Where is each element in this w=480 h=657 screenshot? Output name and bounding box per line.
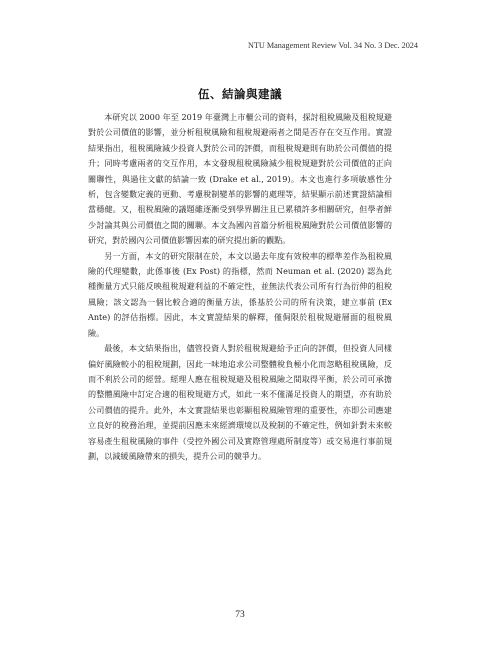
body-text (88, 110, 392, 464)
section-title: 伍、結論與建議 (198, 87, 282, 101)
page-number: 73 (235, 610, 245, 620)
paragraph: 本研究以 2000 年至 2019 年臺灣上市櫃公司的資料，探討租稅風險及租稅規避對於公司價值的影響，並分析租稅風險和租稅規避兩者之間是否存在交互作用。實證結果指出，租稅風險減少投資人對於公司的評價，而租稅規避則有助於公司價值的提升；同時考慮兩者的交互作用，本文發現租稅風險減少租稅規避對於公司價值的正向關聯性，與過往文獻的結論一致 (Drake et al., 2019)。本文也進行多項敏感性分析，包含變數定義的更動、考慮稅制變革的影響的處理等，結果顯示前述實證結論相當穩健。又，租稅風險的議題雖逐漸受到學界關注且已累積許多相關研究，但學者鮮少討論其與公司價值之間的關聯。本文為國內首篇分析租稅風險對於公司價值影響的研究，對於國內公司價值影響因素的研究提出新的觀點。 (88, 112, 392, 246)
paragraph: 另一方面，本文的研究限制在於，本文以過去年度有效稅率的標準差作為租稅風險的代理變數，此係事後 (Ex Post) 的指標，然而 Neuman et al. (2020) 認為此種衡量方式只能反映租稅規避利益的不確定性，並無法代表公司所有行為衍伸的租稅風險；該文認為一個比較合適的衡量方法，係基於公司的所有決策，建立事前 (Ex Ante) 的評估指標。因此，本文實證結果的解釋，僅侷限於租稅規避層面的租稅風險。 (88, 250, 392, 338)
paragraph: 最後，本文結果指出，儘管投資人對於租稅規避給予正向的評價，但投資人同樣偏好風險較小的租稅規劃，因此一味地追求公司整體稅負極小化而忽略租稅風險，反而不利於公司的經營。經理人應在租稅規避及租稅風險之間取得平衡，於公司可承擔的整體風險中訂定合適的租稅規避方式，如此一來不僅滿足投資人的期望，亦有助於公司價值的提升。此外，本文實證結果也彰顯租稅風險管理的重要性，亦即公司應建立良好的稅務治理，並提前因應未來經濟環境以及稅制的不確定性，例如針對未來較容易產生租稅風險的事件（受控外國公司及實際管理處所制度等）或交易進行事前規劃，以減緩風險帶來的損失，提升公司的競爭力。 (88, 343, 392, 461)
running-header: NTU Management Review Vol. 34 No. 3 Dec. 2024 (247, 41, 418, 50)
